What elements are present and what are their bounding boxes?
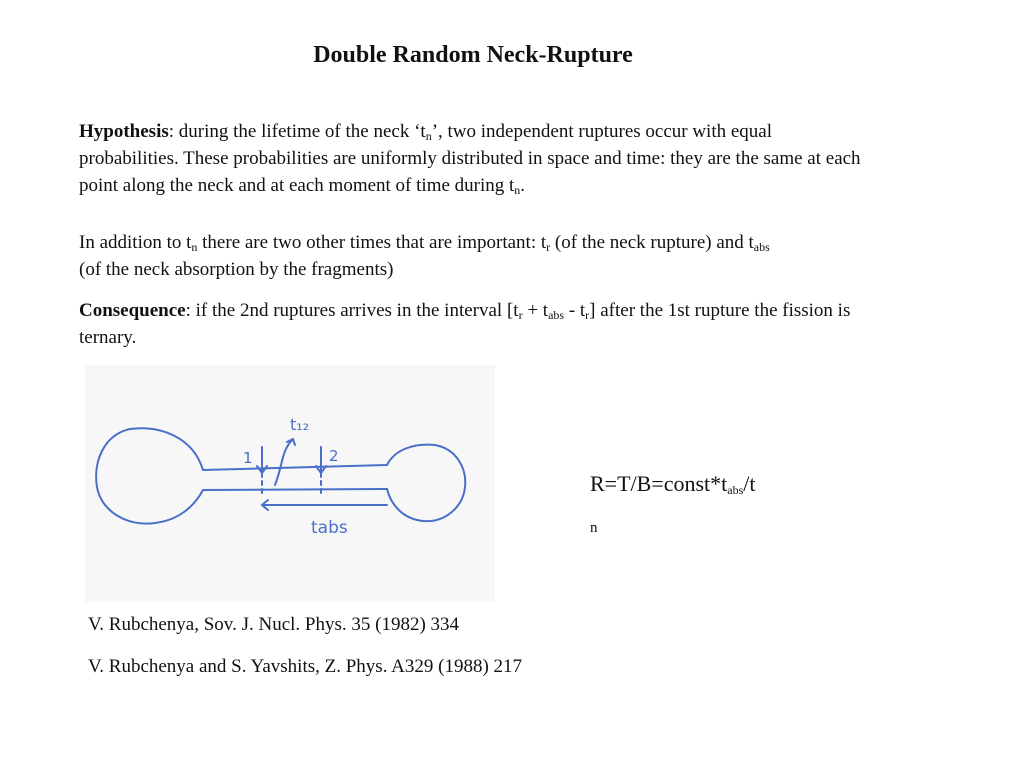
- addition-text-2: there are two other times that are important: t: [197, 232, 547, 253]
- equation-sub: abs: [727, 483, 744, 497]
- ratio-equation: [590, 471, 756, 497]
- neck-rupture-sketch: [85, 365, 495, 602]
- addition-text-1: In addition to t: [79, 232, 192, 253]
- tabs-arrow: [262, 500, 387, 510]
- consequence-sub-1: r: [518, 308, 523, 322]
- hypothesis-text-1: : during the lifetime of the neck ‘t: [168, 121, 426, 142]
- rupture-1-arrow: [257, 447, 267, 473]
- hypothesis-text-3: .: [520, 175, 526, 196]
- addition-text-4: (of the neck absorption by the fragments): [79, 259, 394, 280]
- neck-upper-edge: [203, 465, 387, 470]
- neck-lower-edge: [203, 489, 387, 490]
- equation-n-subscript: n: [590, 520, 598, 536]
- hypothesis-label: Hypothesis: [79, 121, 169, 142]
- hypothesis-text-2: ’, two independent ruptures occur with equal probabilities. These probabilities are uniformly distributed in space and time: they are the same at each point along the neck and at each moment of time during t: [79, 121, 861, 196]
- sketch-svg: [85, 365, 495, 602]
- addition-sub-2: r: [546, 240, 551, 254]
- consequence-label: Consequence: [79, 300, 186, 321]
- t12-curved-arrow: [275, 439, 295, 485]
- addition-sub-1: n: [191, 240, 198, 254]
- tabs-label: tabs: [311, 518, 348, 538]
- hypothesis-sub-2: n: [514, 183, 521, 197]
- rupture-1-label: 1: [243, 449, 253, 467]
- consequence-text-3: - t: [564, 300, 586, 321]
- consequence-text-4: ] after the 1st rupture the fission is ternary.: [79, 300, 851, 348]
- addition-sub-3: abs: [753, 240, 770, 254]
- addition-paragraph: [79, 229, 779, 283]
- rupture-2-label: 2: [329, 447, 339, 465]
- slide-title: Double Random Neck-Rupture: [313, 42, 633, 68]
- addition-text-3: (of the neck rupture) and t: [550, 232, 754, 253]
- consequence-text-2: + t: [522, 300, 549, 321]
- equation-main: R=T/B=const*t: [590, 471, 728, 496]
- t12-label: t₁₂: [290, 415, 310, 434]
- right-fragment-outline: [387, 445, 465, 522]
- consequence-sub-2: abs: [548, 308, 565, 322]
- equation-tail: /t: [743, 471, 756, 496]
- hypothesis-sub-1: n: [425, 129, 432, 143]
- consequence-sub-3: r: [585, 308, 590, 322]
- consequence-text-1: : if the 2nd ruptures arrives in the interval [t: [185, 300, 519, 321]
- reference-1: V. Rubchenya, Sov. J. Nucl. Phys. 35 (1982) 334: [88, 614, 460, 635]
- hypothesis-paragraph: [79, 118, 869, 199]
- consequence-paragraph: [79, 297, 869, 351]
- reference-2: V. Rubchenya and S. Yavshits, Z. Phys. A329 (1988) 217: [88, 656, 523, 677]
- rupture-2-arrow: [316, 447, 326, 473]
- left-fragment-outline: [96, 428, 203, 523]
